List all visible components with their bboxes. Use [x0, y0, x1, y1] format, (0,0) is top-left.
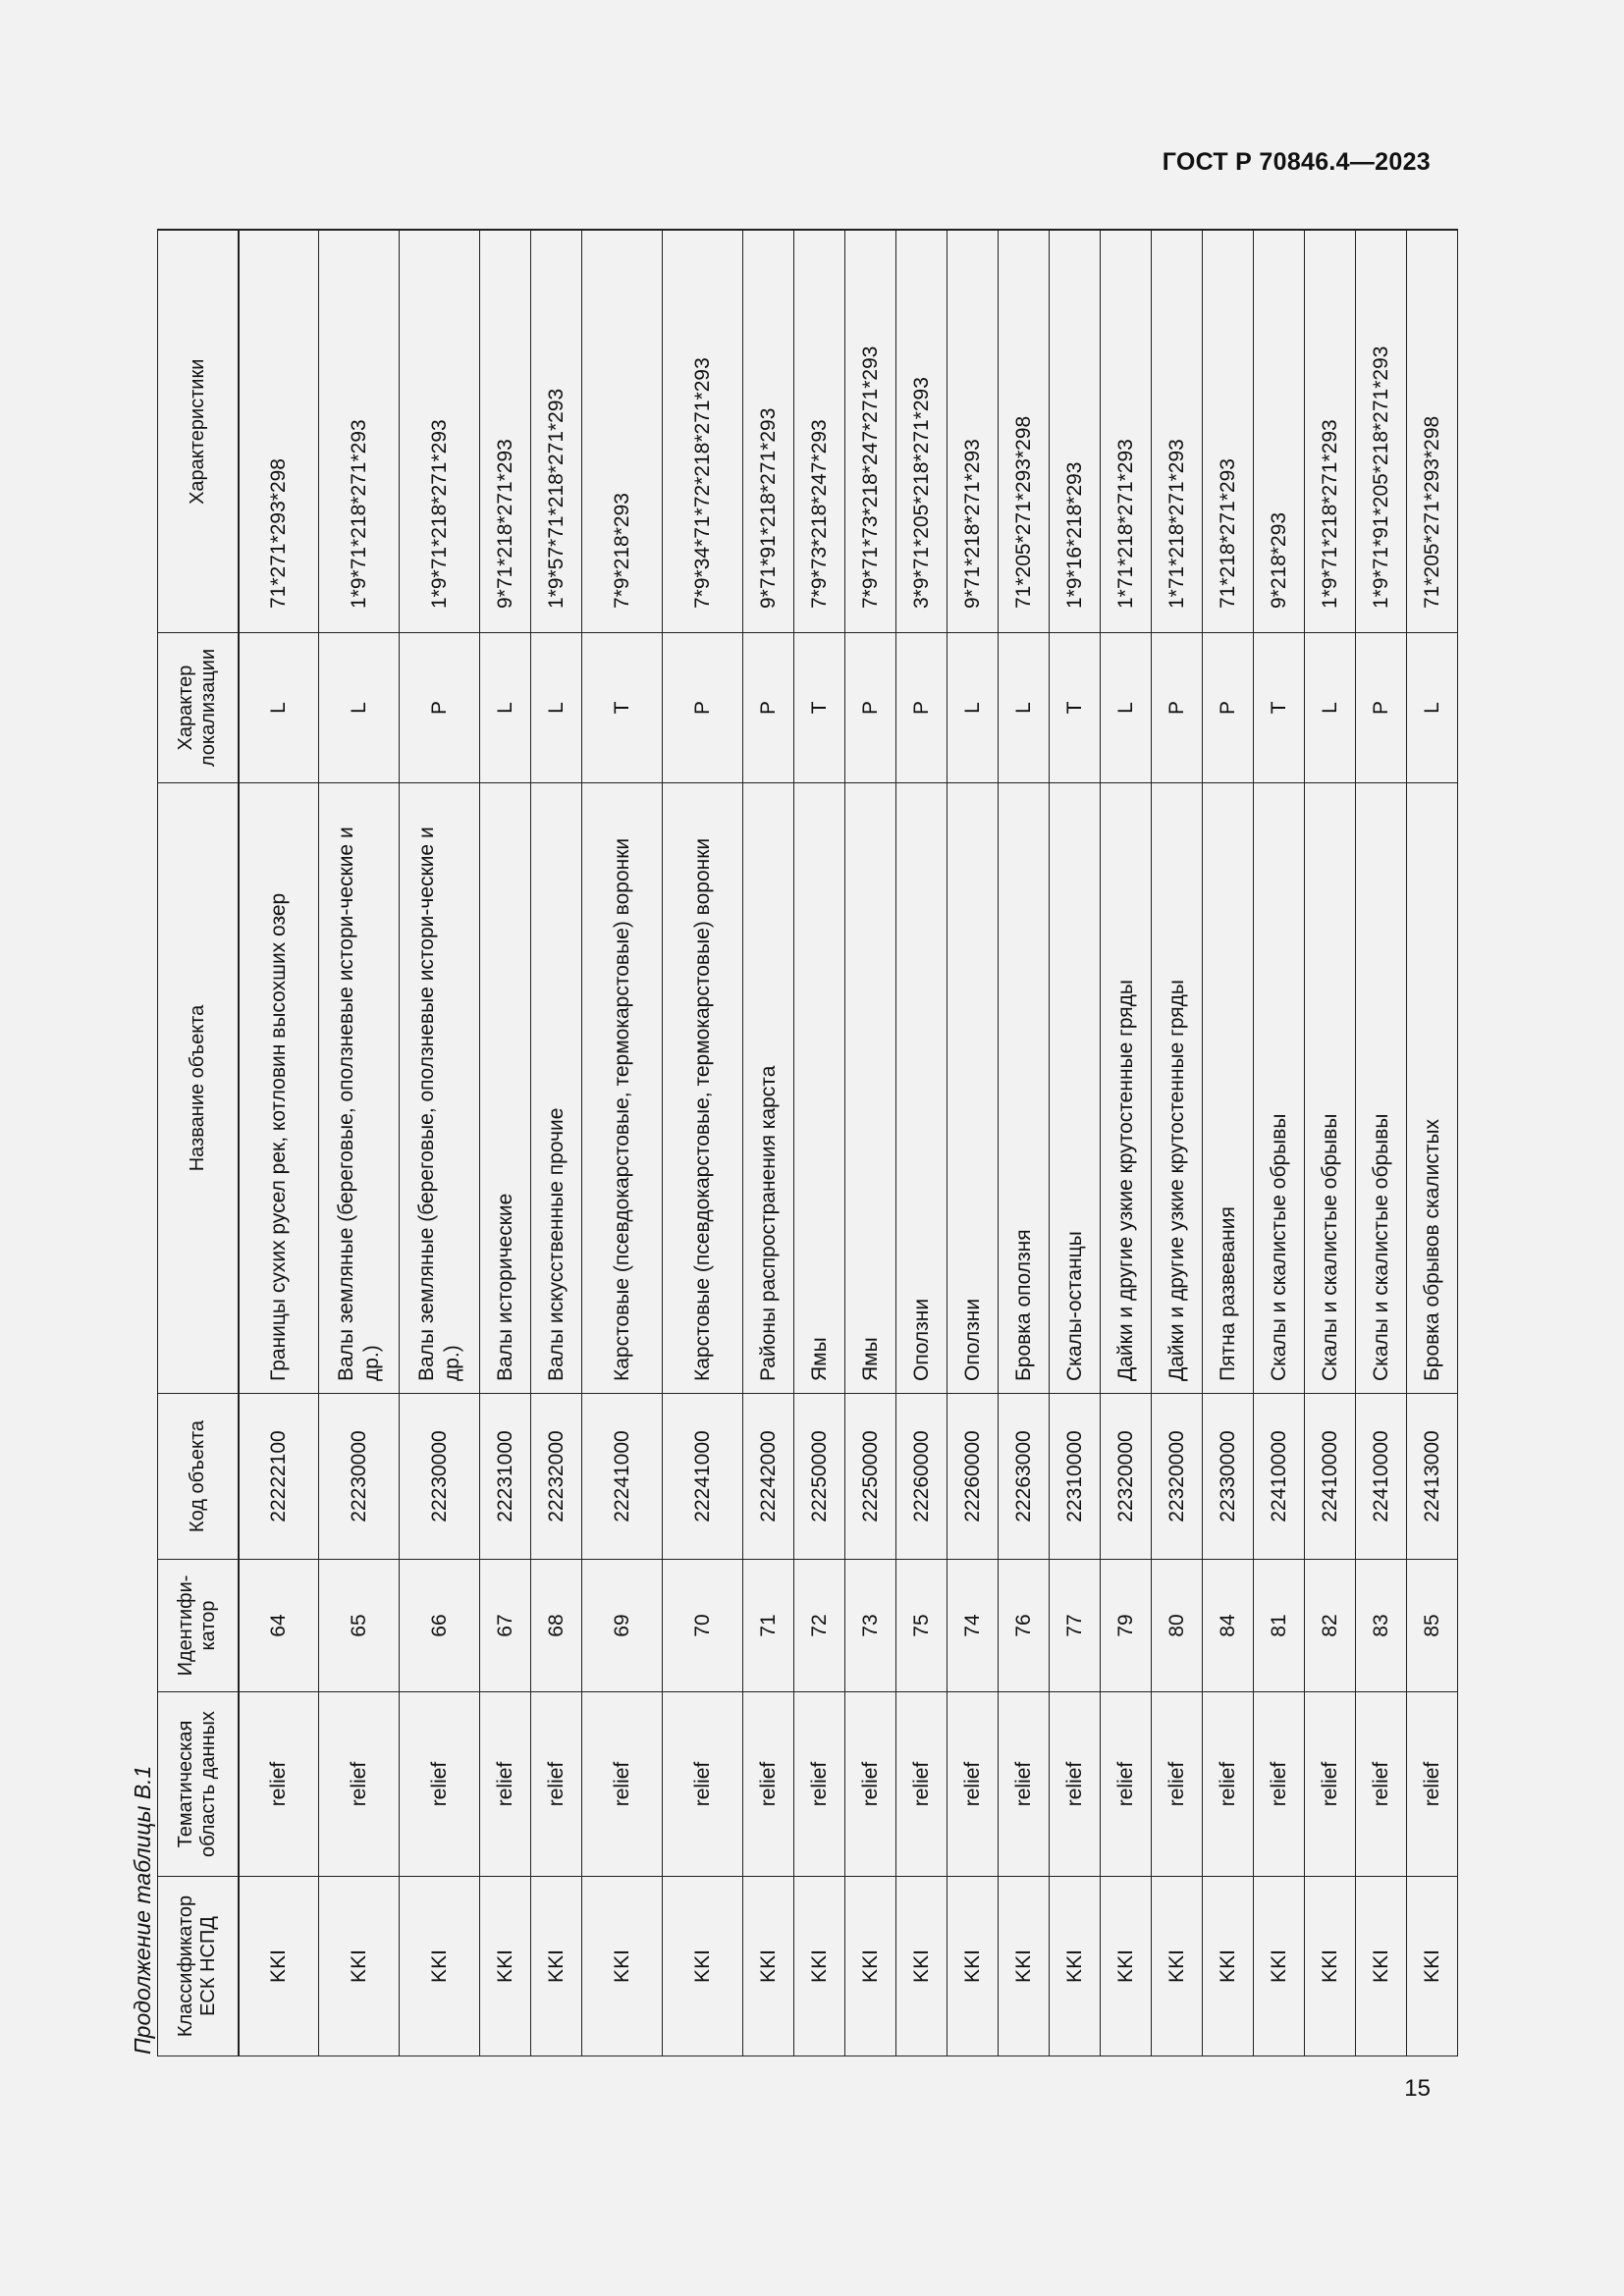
characteristics-cell: 7*9*71*73*218*247*271*293	[845, 231, 896, 633]
characteristics-cell: 1*9*71*218*271*293	[319, 231, 400, 633]
object-name-cell: Районы распространения карста	[743, 783, 794, 1394]
object-code-cell: 22320000	[1152, 1394, 1203, 1560]
characteristics-cell: 71*205*271*293*298	[1407, 231, 1458, 633]
characteristics-cell: 1*9*57*71*218*271*293	[531, 231, 582, 633]
thematic-area-cell: relief	[1050, 1692, 1101, 1877]
characteristics-cell: 1*9*71*218*271*293	[400, 231, 480, 633]
identifier-cell: 81	[1254, 1560, 1305, 1692]
identifier-cell: 79	[1101, 1560, 1152, 1692]
object-code-cell: 22230000	[400, 1394, 480, 1560]
object-name-cell: Пятна развевания	[1203, 783, 1254, 1394]
localization-cell: P	[663, 633, 743, 783]
object-code-cell: 22260000	[947, 1394, 999, 1560]
characteristics-cell: 9*71*218*271*293	[480, 231, 531, 633]
characteristics-cell: 7*9*34*71*72*218*271*293	[663, 231, 743, 633]
thematic-area-cell: relief	[947, 1692, 999, 1877]
objects-table	[157, 230, 1458, 2057]
thematic-area-cell: relief	[743, 1692, 794, 1877]
header-localization: Характер локализации	[158, 633, 239, 783]
localization-cell: T	[582, 633, 663, 783]
classifier-cell: KKI	[743, 1877, 794, 2056]
thematic-area-cell: relief	[896, 1692, 947, 1877]
object-code-cell: 22232000	[531, 1394, 582, 1560]
characteristics-cell: 7*9*73*218*247*293	[794, 231, 845, 633]
header-thematic-area: Тематическая область данных	[158, 1692, 239, 1877]
identifier-cell: 64	[239, 1560, 319, 1692]
thematic-area-cell: relief	[582, 1692, 663, 1877]
table-row	[400, 231, 480, 2056]
object-code-cell: 22320000	[1101, 1394, 1152, 1560]
object-name-cell: Дайки и другие узкие крутостенные гряды	[1152, 783, 1203, 1394]
localization-cell: P	[743, 633, 794, 783]
object-name-cell: Скалы и скалистые обрывы	[1254, 783, 1305, 1394]
table-row	[1101, 231, 1152, 2056]
classifier-cell: KKI	[531, 1877, 582, 2056]
localization-cell: T	[794, 633, 845, 783]
object-name-cell: Скалы и скалистые обрывы	[1356, 783, 1407, 1394]
classifier-cell: KKI	[845, 1877, 896, 2056]
localization-cell: L	[1305, 633, 1356, 783]
page-number: 15	[1404, 2075, 1431, 2102]
header-object-code: Код объекта	[158, 1394, 239, 1560]
object-name-cell: Границы сухих русел рек, котловин высохших озер	[239, 783, 319, 1394]
classifier-cell: KKI	[999, 1877, 1050, 2056]
identifier-cell: 77	[1050, 1560, 1101, 1692]
identifier-cell: 70	[663, 1560, 743, 1692]
table-row	[1407, 231, 1458, 2056]
thematic-area-cell: relief	[1305, 1692, 1356, 1877]
localization-cell: P	[1152, 633, 1203, 783]
characteristics-cell: 7*9*218*293	[582, 231, 663, 633]
identifier-cell: 71	[743, 1560, 794, 1692]
object-code-cell: 22413000	[1407, 1394, 1458, 1560]
localization-cell: T	[1254, 633, 1305, 783]
object-name-cell: Валы исторические	[480, 783, 531, 1394]
table-row	[531, 231, 582, 2056]
document-code: ГОСТ Р 70846.4—2023	[1162, 148, 1431, 176]
header-object-name: Название объекта	[158, 783, 239, 1394]
object-name-cell: Валы земляные (береговые, оползневые истори-ческие и др.)	[400, 783, 480, 1394]
localization-cell: L	[239, 633, 319, 783]
object-code-cell: 22242000	[743, 1394, 794, 1560]
object-code-cell: 22260000	[896, 1394, 947, 1560]
header-classifier: Классификатор ЕСК НСПД	[158, 1877, 239, 2056]
classifier-cell: KKI	[319, 1877, 400, 2056]
object-code-cell: 22410000	[1254, 1394, 1305, 1560]
object-name-cell: Оползни	[947, 783, 999, 1394]
table-header-row	[158, 231, 239, 2056]
classifier-cell: KKI	[1356, 1877, 1407, 2056]
thematic-area-cell: relief	[1254, 1692, 1305, 1877]
characteristics-cell: 1*71*218*271*293	[1152, 231, 1203, 633]
characteristics-cell: 9*71*218*271*293	[947, 231, 999, 633]
localization-cell: L	[999, 633, 1050, 783]
classifier-cell: KKI	[1101, 1877, 1152, 2056]
characteristics-cell: 71*218*271*293	[1203, 231, 1254, 633]
thematic-area-cell: relief	[1152, 1692, 1203, 1877]
object-code-cell: 22310000	[1050, 1394, 1101, 1560]
localization-cell: L	[319, 633, 400, 783]
identifier-cell: 69	[582, 1560, 663, 1692]
localization-cell: L	[1407, 633, 1458, 783]
characteristics-cell: 1*9*71*91*205*218*271*293	[1356, 231, 1407, 633]
localization-cell: P	[400, 633, 480, 783]
classifier-cell: KKI	[1203, 1877, 1254, 2056]
localization-cell: L	[480, 633, 531, 783]
localization-cell: L	[531, 633, 582, 783]
characteristics-cell: 1*9*16*218*293	[1050, 231, 1101, 633]
classifier-cell: KKI	[663, 1877, 743, 2056]
table-row	[947, 231, 999, 2056]
characteristics-cell: 71*205*271*293*298	[999, 231, 1050, 633]
thematic-area-cell: relief	[531, 1692, 582, 1877]
identifier-cell: 82	[1305, 1560, 1356, 1692]
table-row	[319, 231, 400, 2056]
thematic-area-cell: relief	[1407, 1692, 1458, 1877]
classifier-cell: KKI	[1050, 1877, 1101, 2056]
identifier-cell: 74	[947, 1560, 999, 1692]
table-row	[845, 231, 896, 2056]
identifier-cell: 75	[896, 1560, 947, 1692]
identifier-cell: 84	[1203, 1560, 1254, 1692]
characteristics-cell: 1*71*218*271*293	[1101, 231, 1152, 633]
table-row	[1050, 231, 1101, 2056]
classifier-cell: KKI	[1407, 1877, 1458, 2056]
classifier-cell: KKI	[1305, 1877, 1356, 2056]
thematic-area-cell: relief	[400, 1692, 480, 1877]
table-row	[896, 231, 947, 2056]
identifier-cell: 67	[480, 1560, 531, 1692]
identifier-cell: 83	[1356, 1560, 1407, 1692]
object-name-cell: Бровка обрывов скалистых	[1407, 783, 1458, 1394]
identifier-cell: 73	[845, 1560, 896, 1692]
table-row	[743, 231, 794, 2056]
object-code-cell: 22330000	[1203, 1394, 1254, 1560]
classifier-cell: KKI	[1254, 1877, 1305, 2056]
localization-cell: L	[947, 633, 999, 783]
classifier-cell: KKI	[582, 1877, 663, 2056]
characteristics-cell: 1*9*71*218*271*293	[1305, 231, 1356, 633]
classifier-cell: KKI	[400, 1877, 480, 2056]
header-identifier: Идентифи-катор	[158, 1560, 239, 1692]
identifier-cell: 66	[400, 1560, 480, 1692]
identifier-cell: 65	[319, 1560, 400, 1692]
object-name-cell: Скалы и скалистые обрывы	[1305, 783, 1356, 1394]
thematic-area-cell: relief	[480, 1692, 531, 1877]
object-code-cell: 22241000	[582, 1394, 663, 1560]
table-row	[1254, 231, 1305, 2056]
localization-cell: L	[1101, 633, 1152, 783]
table-row	[1152, 231, 1203, 2056]
table-row	[239, 231, 319, 2056]
characteristics-cell: 9*71*91*218*271*293	[743, 231, 794, 633]
classifier-cell: KKI	[947, 1877, 999, 2056]
object-name-cell: Карстовые (псевдокарстовые, термокарстовые) воронки	[582, 783, 663, 1394]
classifier-cell: KKI	[1152, 1877, 1203, 2056]
thematic-area-cell: relief	[999, 1692, 1050, 1877]
characteristics-cell: 71*271*293*298	[239, 231, 319, 633]
thematic-area-cell: relief	[239, 1692, 319, 1877]
header-characteristics: Характеристики	[158, 231, 239, 633]
thematic-area-cell: relief	[663, 1692, 743, 1877]
classifier-cell: KKI	[794, 1877, 845, 2056]
object-name-cell: Оползни	[896, 783, 947, 1394]
object-code-cell: 22263000	[999, 1394, 1050, 1560]
table-row	[1305, 231, 1356, 2056]
localization-cell: P	[1203, 633, 1254, 783]
object-code-cell: 22231000	[480, 1394, 531, 1560]
thematic-area-cell: relief	[1101, 1692, 1152, 1877]
identifier-cell: 68	[531, 1560, 582, 1692]
thematic-area-cell: relief	[319, 1692, 400, 1877]
thematic-area-cell: relief	[845, 1692, 896, 1877]
object-name-cell: Валы земляные (береговые, оползневые истори-ческие и др.)	[319, 783, 400, 1394]
table-row	[999, 231, 1050, 2056]
object-code-cell: 22250000	[794, 1394, 845, 1560]
characteristics-cell: 9*218*293	[1254, 231, 1305, 633]
object-name-cell: Валы искусственные прочие	[531, 783, 582, 1394]
object-code-cell: 22250000	[845, 1394, 896, 1560]
table-row	[1203, 231, 1254, 2056]
thematic-area-cell: relief	[1356, 1692, 1407, 1877]
object-code-cell: 22222100	[239, 1394, 319, 1560]
identifier-cell: 85	[1407, 1560, 1458, 1692]
classifier-cell: KKI	[239, 1877, 319, 2056]
object-name-cell: Ямы	[794, 783, 845, 1394]
localization-cell: P	[1356, 633, 1407, 783]
characteristics-cell: 3*9*71*205*218*271*293	[896, 231, 947, 633]
classifier-cell: KKI	[896, 1877, 947, 2056]
table-row	[582, 231, 663, 2056]
table-row	[794, 231, 845, 2056]
object-code-cell: 22241000	[663, 1394, 743, 1560]
localization-cell: P	[845, 633, 896, 783]
thematic-area-cell: relief	[1203, 1692, 1254, 1877]
table-caption: Продолжение таблицы В.1	[130, 1765, 155, 2055]
object-code-cell: 22410000	[1356, 1394, 1407, 1560]
object-name-cell: Ямы	[845, 783, 896, 1394]
table-row	[480, 231, 531, 2056]
identifier-cell: 72	[794, 1560, 845, 1692]
identifier-cell: 76	[999, 1560, 1050, 1692]
object-code-cell: 22410000	[1305, 1394, 1356, 1560]
table-row	[1356, 231, 1407, 2056]
rotated-table-container	[157, 231, 1443, 2056]
localization-cell: P	[896, 633, 947, 783]
object-name-cell: Карстовые (псевдокарстовые, термокарстовые) воронки	[663, 783, 743, 1394]
classifier-cell: KKI	[480, 1877, 531, 2056]
table-row	[663, 231, 743, 2056]
object-name-cell: Бровка оползня	[999, 783, 1050, 1394]
object-name-cell: Скалы-останцы	[1050, 783, 1101, 1394]
identifier-cell: 80	[1152, 1560, 1203, 1692]
thematic-area-cell: relief	[794, 1692, 845, 1877]
object-name-cell: Дайки и другие узкие крутостенные гряды	[1101, 783, 1152, 1394]
object-code-cell: 22230000	[319, 1394, 400, 1560]
localization-cell: T	[1050, 633, 1101, 783]
